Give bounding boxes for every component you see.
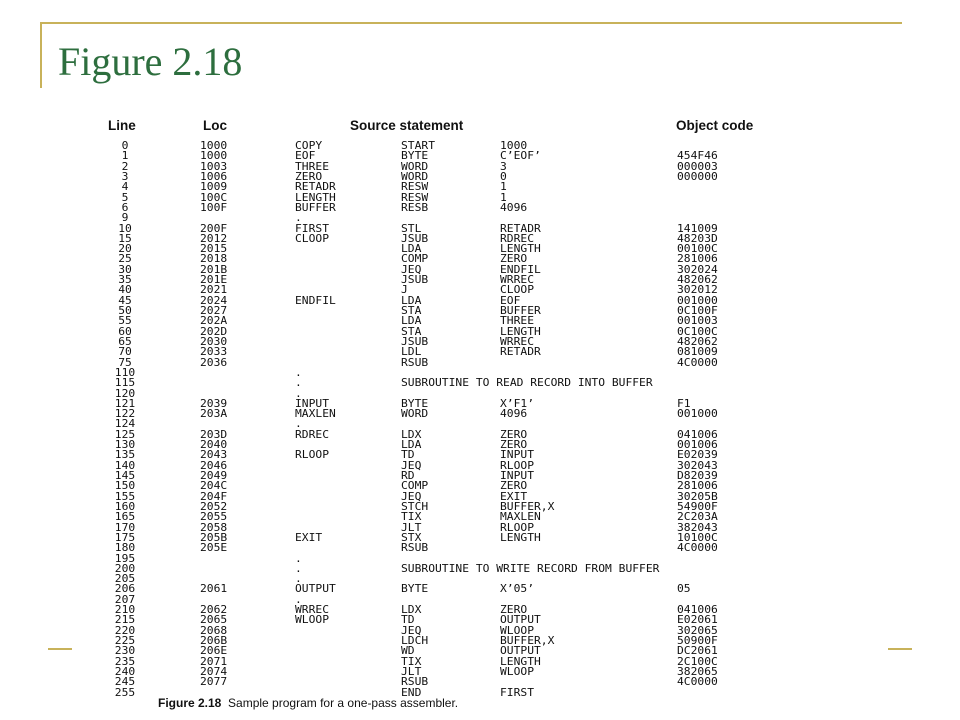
label: CLOOP <box>295 232 330 245</box>
location: 2052 <box>200 500 228 513</box>
operand: INPUT <box>500 469 535 482</box>
line-number: 240 <box>114 665 136 678</box>
object-code: 2C203A <box>677 510 718 523</box>
line-number: 55 <box>118 314 132 327</box>
object-code: 10100C <box>677 531 718 544</box>
operand: MAXLEN <box>500 510 541 523</box>
line-number: 115 <box>114 376 136 389</box>
location: 2043 <box>200 448 228 461</box>
object-code: 482062 <box>677 335 718 348</box>
operand: ZERO <box>500 479 528 492</box>
label: RDREC <box>295 428 330 441</box>
label: INPUT <box>295 397 330 410</box>
opcode: JSUB <box>401 232 429 245</box>
location: 2030 <box>200 335 228 348</box>
opcode: TIX <box>401 655 422 668</box>
operand: 1000 <box>500 139 528 152</box>
opcode: JEQ <box>401 263 422 276</box>
label: RETADR <box>295 180 336 193</box>
object-code: 001006 <box>677 438 718 451</box>
object-code: 30205B <box>677 490 718 503</box>
location: 2046 <box>200 459 228 472</box>
object-code: 00100C <box>677 242 718 255</box>
line-number: 225 <box>114 634 136 647</box>
operand: RLOOP <box>500 459 535 472</box>
opcode: WORD <box>401 170 429 183</box>
line-number: 205 <box>114 572 136 585</box>
operand: ZERO <box>500 253 528 265</box>
line-number: 6 <box>121 201 129 214</box>
location: 2065 <box>200 613 228 626</box>
location: 2062 <box>200 603 228 616</box>
label: EXIT <box>295 531 323 544</box>
opcode: LDA <box>401 242 422 255</box>
object-code: 041006 <box>677 603 718 616</box>
location: 2021 <box>200 283 228 296</box>
operand: X’05’ <box>500 583 535 595</box>
listing-rows <box>90 141 880 698</box>
assembler-listing-figure <box>90 112 880 716</box>
operand: 1 <box>500 180 507 193</box>
line-number: 5 <box>121 191 129 204</box>
opcode: TD <box>401 448 415 461</box>
operand: OUTPUT <box>500 644 541 657</box>
opcode: LDA <box>401 294 422 307</box>
operand: BUFFER,X <box>500 500 555 513</box>
object-code: 2C100C <box>677 655 718 668</box>
object-code: E02039 <box>677 448 718 461</box>
line-number: 15 <box>118 232 132 245</box>
line-number: 195 <box>114 552 136 565</box>
label: OUTPUT <box>295 583 336 595</box>
object-code: 0C100F <box>677 304 718 317</box>
label: . <box>295 593 302 606</box>
top-rule <box>40 22 902 24</box>
line-number: 10 <box>118 222 132 235</box>
line-number: 235 <box>114 655 136 668</box>
location: 2049 <box>200 469 228 482</box>
opcode: STX <box>401 531 422 544</box>
object-code: F1 <box>677 397 691 410</box>
operand: 4096 <box>500 407 528 420</box>
label: MAXLEN <box>295 407 336 420</box>
operand: 0 <box>500 170 507 183</box>
opcode: END <box>401 686 422 699</box>
label: BUFFER <box>295 201 336 214</box>
line-number: 245 <box>114 675 136 688</box>
object-code: 302043 <box>677 459 718 472</box>
object-code: 001003 <box>677 314 718 327</box>
location: 2012 <box>200 232 228 245</box>
operand: RDREC <box>500 232 535 245</box>
line-number: 35 <box>118 273 132 286</box>
line-number: 122 <box>114 407 136 420</box>
location: 1003 <box>200 160 228 173</box>
line-number: 140 <box>114 459 136 472</box>
opcode: JSUB <box>401 335 429 348</box>
object-code: 001000 <box>677 294 718 307</box>
opcode: LDA <box>401 438 422 451</box>
opcode: RSUB <box>401 356 429 369</box>
object-code: 302065 <box>677 624 718 637</box>
location: 1009 <box>200 180 228 193</box>
label: RLOOP <box>295 448 330 461</box>
line-number: 207 <box>114 593 136 606</box>
location: 2018 <box>200 253 228 265</box>
line-number: 20 <box>118 242 132 255</box>
line-number: 135 <box>114 448 136 461</box>
location: 2040 <box>200 438 228 451</box>
location: 1000 <box>200 139 228 152</box>
object-code: 081009 <box>677 345 718 358</box>
line-number: 200 <box>114 562 136 575</box>
object-code: 302012 <box>677 283 718 296</box>
location: 2071 <box>200 655 228 668</box>
location: 2039 <box>200 397 228 410</box>
object-code: 05 <box>677 583 691 595</box>
location: 204F <box>200 490 228 503</box>
bottom-left-rule <box>48 648 72 650</box>
line-number: 4 <box>121 180 129 193</box>
listing-row <box>90 677 880 687</box>
location: 1000 <box>200 149 228 162</box>
operand: ZERO <box>500 603 528 616</box>
location: 2077 <box>200 675 228 688</box>
location: 202A <box>200 314 228 327</box>
opcode: JSUB <box>401 273 429 286</box>
operand: BUFFER,X <box>500 634 555 647</box>
operand: ZERO <box>500 428 528 441</box>
opcode: LDX <box>401 428 422 441</box>
line-number: 0 <box>121 139 129 152</box>
line-number: 206 <box>114 583 136 595</box>
header-line: Line <box>108 118 136 133</box>
comment: SUBROUTINE TO WRITE RECORD FROM BUFFER <box>401 562 660 575</box>
line-number: 110 <box>114 366 136 379</box>
label: ZERO <box>295 170 323 183</box>
location: 204C <box>200 479 228 492</box>
opcode: COMP <box>401 479 429 492</box>
opcode: RESW <box>401 180 429 193</box>
operand: RLOOP <box>500 521 535 534</box>
opcode: STL <box>401 222 422 235</box>
opcode: BYTE <box>401 397 429 410</box>
object-code: 54900F <box>677 500 718 513</box>
line-number: 121 <box>114 397 136 410</box>
location: 201B <box>200 263 228 276</box>
location: 2055 <box>200 510 228 523</box>
operand: 3 <box>500 160 507 173</box>
slide-title: Figure 2.18 <box>58 39 243 84</box>
line-number: 125 <box>114 428 136 441</box>
line-number: 9 <box>121 211 129 224</box>
opcode: RESW <box>401 191 429 204</box>
location: 205B <box>200 531 228 544</box>
location: 2036 <box>200 356 228 369</box>
opcode: J <box>401 283 408 296</box>
location: 100C <box>200 191 228 204</box>
location: 203D <box>200 428 228 441</box>
label: . <box>295 366 302 379</box>
object-code: 454F46 <box>677 149 718 162</box>
listing-row <box>90 564 880 574</box>
label: . <box>295 211 302 224</box>
object-code: 48203D <box>677 232 718 245</box>
location: 200F <box>200 222 228 235</box>
caption-label: Figure 2.18 <box>158 696 222 710</box>
line-number: 165 <box>114 510 136 523</box>
object-code: D82039 <box>677 469 718 482</box>
left-rule <box>40 22 42 88</box>
line-number: 1 <box>121 149 129 162</box>
line-number: 70 <box>118 345 132 358</box>
location: 2033 <box>200 345 228 358</box>
opcode: JEQ <box>401 624 422 637</box>
label: . <box>295 552 302 565</box>
opcode: TIX <box>401 510 422 523</box>
opcode: RESB <box>401 201 429 214</box>
label: THREE <box>295 160 330 173</box>
label: FIRST <box>295 222 330 235</box>
opcode: WORD <box>401 160 429 173</box>
object-code: 281006 <box>677 479 718 492</box>
opcode: WORD <box>401 407 429 420</box>
label: . <box>295 387 302 400</box>
line-number: 120 <box>114 387 136 400</box>
object-code: 000000 <box>677 170 718 183</box>
line-number: 60 <box>118 325 132 338</box>
location: 2015 <box>200 242 228 255</box>
opcode: STA <box>401 304 422 317</box>
opcode: BYTE <box>401 149 429 162</box>
listing-row <box>90 409 880 419</box>
opcode: WD <box>401 644 415 657</box>
opcode: RD <box>401 469 415 482</box>
opcode: LDA <box>401 314 422 327</box>
operand: LENGTH <box>500 325 541 338</box>
operand: OUTPUT <box>500 613 541 626</box>
label: WRREC <box>295 603 330 616</box>
location: 203A <box>200 407 228 420</box>
location: 2024 <box>200 294 228 307</box>
line-number: 75 <box>118 356 132 369</box>
operand: THREE <box>500 314 535 327</box>
object-code: 382043 <box>677 521 718 534</box>
opcode: STCH <box>401 500 429 513</box>
opcode: LDL <box>401 345 422 358</box>
bottom-right-rule <box>888 648 912 650</box>
line-number: 65 <box>118 335 132 348</box>
header-source-statement: Source statement <box>350 118 464 133</box>
location: 2058 <box>200 521 228 534</box>
line-number: 40 <box>118 283 132 296</box>
operand: ZERO <box>500 438 528 451</box>
operand: C’EOF’ <box>500 149 541 162</box>
opcode: JLT <box>401 665 422 678</box>
label: . <box>295 376 302 389</box>
label: COPY <box>295 139 323 152</box>
header-loc: Loc <box>203 118 228 133</box>
line-number: 130 <box>114 438 136 451</box>
location: 205E <box>200 541 228 554</box>
line-number: 215 <box>114 613 136 626</box>
operand: EOF <box>500 294 521 307</box>
comment: SUBROUTINE TO READ RECORD INTO BUFFER <box>401 376 653 389</box>
line-number: 180 <box>114 541 136 554</box>
object-code: 50900F <box>677 634 718 647</box>
location: 206E <box>200 644 228 657</box>
label: LENGTH <box>295 191 336 204</box>
opcode: BYTE <box>401 583 429 595</box>
listing-row <box>90 358 880 368</box>
object-code: 281006 <box>677 253 718 265</box>
line-number: 25 <box>118 253 132 265</box>
header-object-code: Object code <box>676 118 754 133</box>
listing-row <box>90 378 880 388</box>
object-code: 302024 <box>677 263 718 276</box>
object-code: 4C0000 <box>677 675 718 688</box>
line-number: 45 <box>118 294 132 307</box>
opcode: JEQ <box>401 459 422 472</box>
location: 206B <box>200 634 228 647</box>
operand: ENDFIL <box>500 263 541 276</box>
opcode: COMP <box>401 253 429 265</box>
object-code: 0C100C <box>677 325 718 338</box>
line-number: 3 <box>121 170 129 183</box>
line-number: 255 <box>114 686 136 699</box>
operand: RETADR <box>500 345 541 358</box>
label: . <box>295 418 302 430</box>
operand: LENGTH <box>500 242 541 255</box>
operand: LENGTH <box>500 531 541 544</box>
object-code: 4C0000 <box>677 356 718 369</box>
line-number: 145 <box>114 469 136 482</box>
operand: LENGTH <box>500 655 541 668</box>
listing-row <box>90 584 880 594</box>
opcode: LDCH <box>401 634 429 647</box>
line-number: 220 <box>114 624 136 637</box>
line-number: 175 <box>114 531 136 544</box>
operand: WRREC <box>500 273 535 286</box>
operand: WRREC <box>500 335 535 348</box>
object-code: 001000 <box>677 407 718 420</box>
caption-text: Sample program for a one-pass assembler. <box>228 696 459 710</box>
figure-caption <box>158 696 458 710</box>
object-code: 4C0000 <box>677 541 718 554</box>
object-code: 141009 <box>677 222 718 235</box>
opcode: JEQ <box>401 490 422 503</box>
location: 201E <box>200 273 228 286</box>
opcode: RSUB <box>401 675 429 688</box>
operand: INPUT <box>500 448 535 461</box>
label: WLOOP <box>295 613 330 626</box>
object-code: DC2061 <box>677 644 718 657</box>
label: ENDFIL <box>295 294 336 307</box>
object-code: 382065 <box>677 665 718 678</box>
line-number: 170 <box>114 521 136 534</box>
operand: 4096 <box>500 201 528 214</box>
label: . <box>295 572 302 585</box>
line-number: 50 <box>118 304 132 317</box>
operand: CLOOP <box>500 283 535 296</box>
line-number: 30 <box>118 263 132 276</box>
line-number: 150 <box>114 479 136 492</box>
object-code: 000003 <box>677 160 718 173</box>
line-number: 160 <box>114 500 136 513</box>
opcode: LDX <box>401 603 422 616</box>
location: 2068 <box>200 624 228 637</box>
operand: BUFFER <box>500 304 541 317</box>
operand: 1 <box>500 191 507 204</box>
object-code: E02061 <box>677 613 718 626</box>
location: 1006 <box>200 170 228 183</box>
location: 100F <box>200 201 228 214</box>
opcode: TD <box>401 613 415 626</box>
location: 2074 <box>200 665 228 678</box>
listing-row <box>90 543 880 553</box>
label: EOF <box>295 149 316 162</box>
operand: X’F1’ <box>500 397 535 410</box>
object-code: 482062 <box>677 273 718 286</box>
opcode: RSUB <box>401 541 429 554</box>
operand: WLOOP <box>500 665 535 678</box>
operand: EXIT <box>500 490 528 503</box>
line-number: 155 <box>114 490 136 503</box>
opcode: START <box>401 139 436 152</box>
location: 2061 <box>200 583 228 595</box>
opcode: STA <box>401 325 422 338</box>
location: 202D <box>200 325 228 338</box>
line-number: 124 <box>114 418 136 430</box>
listing-row <box>90 203 880 213</box>
operand: WLOOP <box>500 624 535 637</box>
label: . <box>295 562 302 575</box>
line-number: 230 <box>114 644 136 657</box>
opcode: JLT <box>401 521 422 534</box>
line-number: 2 <box>121 160 129 173</box>
operand: RETADR <box>500 222 541 235</box>
location: 2027 <box>200 304 228 317</box>
operand: FIRST <box>500 686 535 699</box>
line-number: 210 <box>114 603 136 616</box>
object-code: 041006 <box>677 428 718 441</box>
